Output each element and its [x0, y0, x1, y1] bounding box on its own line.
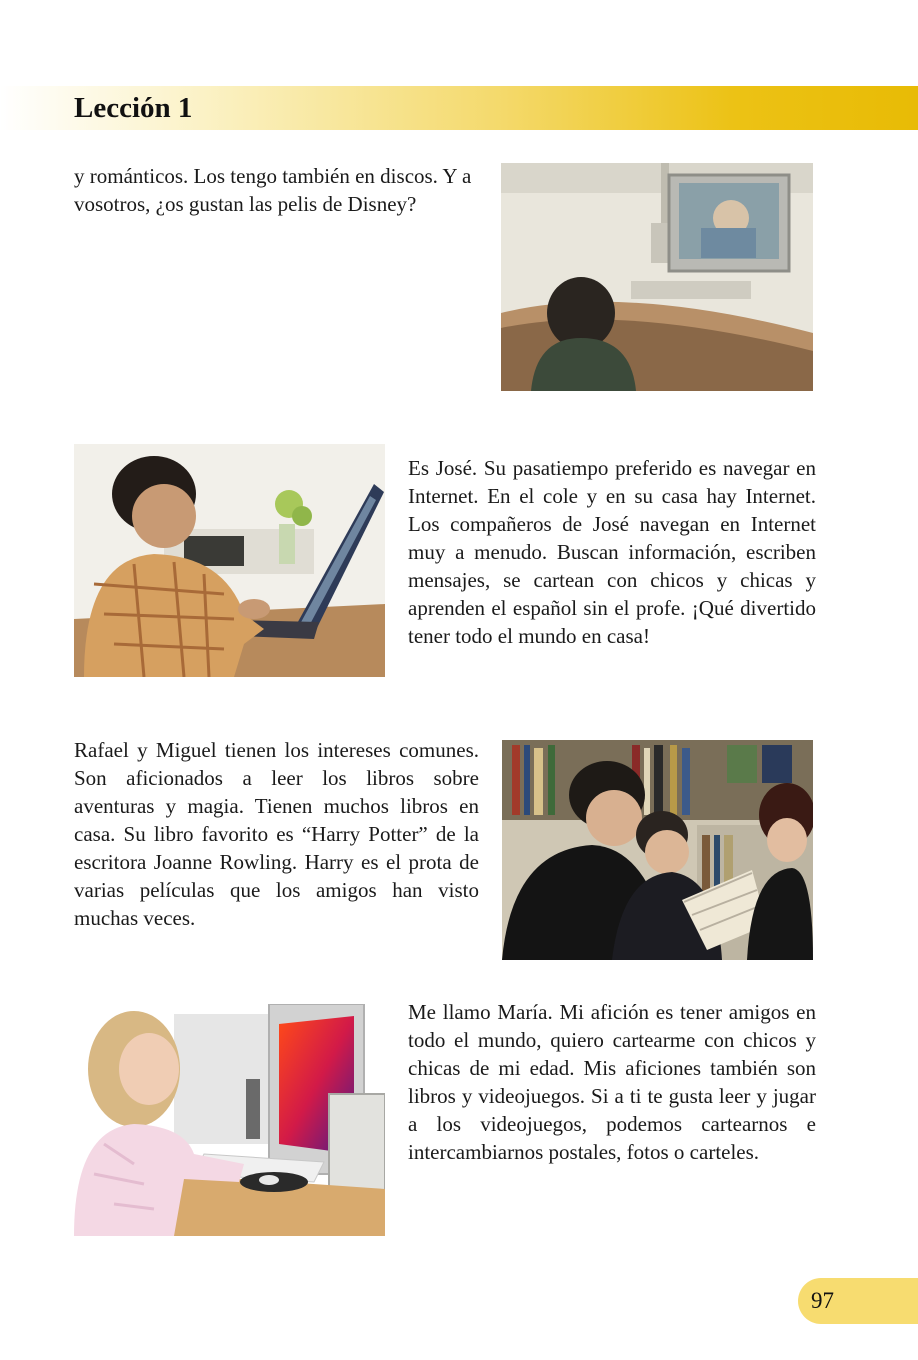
paragraph-maria: Me llamo María. Mi afición es tener amigos en todo el mundo, quiero cartearme con chicos y chicas de mi edad. Mis aficiones también son libros y videojuegos. Si a ti te gusta leer y jugar a los videojuegos, podemos cartearnos e intercambiarnos postales, fotos o carteles. — [408, 1000, 816, 1164]
paragraph-rafael-miguel: Rafael y Miguel tienen los intereses comunes. Son aficionados a leer los libros sobre aventuras y magia. Tienen muchos libros en casa. Su libro favorito es “Harry Potter” de la escritora Joanne Rowling. Harry es el prota de varias películas que los amigos han visto muchas veces. — [74, 738, 479, 930]
photo-girl-at-computer — [74, 1004, 385, 1236]
paragraph-disney: y románticos. Los tengo también en discos. Y a vosotros, ¿os gustan las pelis de Disney? — [74, 164, 472, 216]
page-number: 97 — [811, 1288, 834, 1313]
paragraph-jose-internet: Es José. Su pasatiempo preferido es navegar en Internet. En el cole y en su casa hay Internet. Los compañeros de José navegan en Internet muy a menudo. Buscan información, escriben mensajes, se cartean con chicos y chicas y aprenden el español sin el profe. ¡Qué divertido tener todo el mundo en casa! — [408, 456, 816, 648]
lesson-title: Lección 1 — [74, 92, 193, 124]
photo-boy-with-laptop — [74, 444, 385, 677]
photo-boy-watching-tv — [501, 163, 813, 391]
photo-kids-reading-books — [502, 740, 813, 960]
